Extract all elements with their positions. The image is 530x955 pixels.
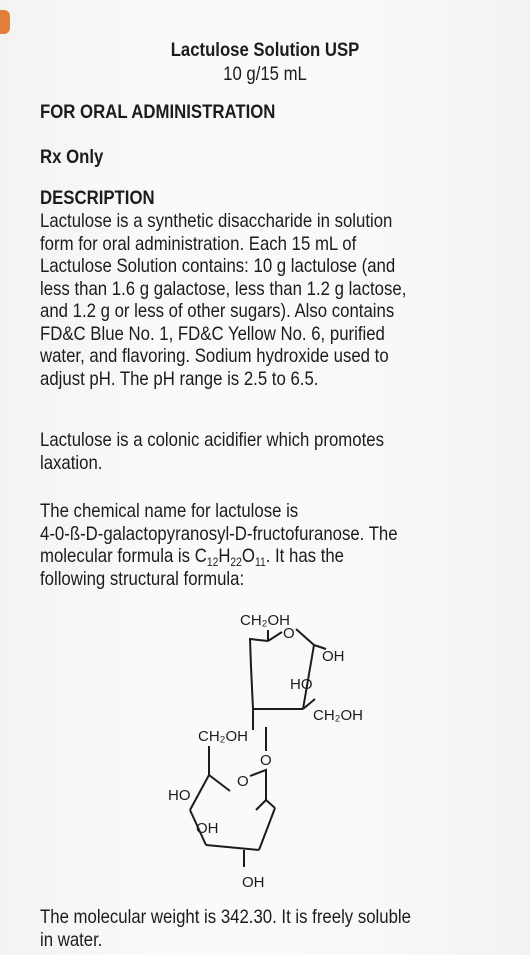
description-line: and 1.2 g or less of other sugars). Also contains bbox=[40, 300, 395, 322]
label-o-ring2: O bbox=[237, 773, 249, 790]
corner-mark bbox=[0, 10, 10, 34]
label-ch2oh-top: CH₂OH bbox=[240, 612, 290, 629]
chemical-paragraph bbox=[40, 500, 510, 590]
description-line: Lactulose is a synthetic disaccharide in solution bbox=[40, 210, 393, 232]
bond bbox=[259, 808, 275, 850]
description-line: adjust pH. The pH range is 2.5 to 6.5. bbox=[40, 367, 319, 390]
bond bbox=[266, 800, 275, 808]
bond bbox=[314, 645, 326, 649]
label-o-link: O bbox=[260, 752, 272, 769]
bond bbox=[268, 632, 282, 641]
label-ch2oh-left: CH₂OH bbox=[198, 728, 248, 745]
acidifier-line: laxation. bbox=[40, 451, 103, 474]
label-ho-1: HO bbox=[290, 676, 313, 693]
bond bbox=[250, 639, 268, 667]
rx-only: Rx Only bbox=[40, 146, 104, 168]
molecular-formula-line bbox=[40, 545, 510, 568]
description-line: Lactulose Solution contains: 10 g lactulose (and bbox=[40, 255, 396, 277]
formula-c-sub: 12 bbox=[206, 555, 219, 569]
label-ho-2: HO bbox=[168, 787, 191, 804]
page-title: Lactulose Solution USP bbox=[170, 40, 360, 61]
formula-o-sub: 11 bbox=[254, 555, 266, 569]
bond bbox=[209, 775, 230, 791]
description-line: less than 1.6 g galactose, less than 1.2 g lactose, bbox=[40, 277, 407, 300]
label-oh-bottom: OH bbox=[242, 874, 265, 891]
description-paragraph bbox=[40, 210, 510, 390]
formula-prefix: molecular formula is C bbox=[40, 545, 207, 567]
formula-suffix: . It has the bbox=[265, 545, 345, 567]
description-line: FD&C Blue No. 1, FD&C Yellow No. 6, purified bbox=[40, 322, 385, 345]
bond bbox=[251, 667, 253, 709]
weight-line: in water. bbox=[40, 928, 103, 951]
weight-paragraph bbox=[40, 906, 510, 951]
bond bbox=[206, 845, 259, 850]
bond bbox=[250, 770, 266, 800]
formula-o: O bbox=[241, 545, 255, 567]
acidifier-line: Lactulose is a colonic acidifier which promotes bbox=[40, 429, 384, 451]
weight-line: The molecular weight is 342.30. It is freely soluble bbox=[40, 906, 411, 928]
strength: 10 g/15 mL bbox=[223, 64, 307, 85]
formula-h: H bbox=[218, 545, 231, 567]
route-heading: FOR ORAL ADMINISTRATION bbox=[40, 101, 276, 123]
chemical-line: following structural formula: bbox=[40, 567, 245, 590]
label-ch2oh-right: CH₂OH bbox=[313, 707, 363, 724]
bond bbox=[296, 629, 314, 645]
chemical-line: The chemical name for lactulose is bbox=[40, 500, 299, 522]
description-heading: DESCRIPTION bbox=[40, 187, 155, 209]
description-line: form for oral administration. Each 15 mL of bbox=[40, 232, 357, 255]
label-o-ring1: O bbox=[283, 625, 295, 642]
chemical-line: 4-0-ß-D-galactopyranosyl-D-fructofuranose. The bbox=[40, 522, 398, 545]
label-oh-2: OH bbox=[196, 820, 219, 837]
structural-formula bbox=[150, 605, 410, 895]
description-line: water, and flavoring. Sodium hydroxide used to bbox=[40, 345, 389, 367]
bond bbox=[190, 775, 209, 810]
acidifier-paragraph bbox=[40, 429, 510, 474]
bond bbox=[256, 800, 266, 810]
formula-h-sub: 22 bbox=[230, 555, 242, 569]
label-oh-1: OH bbox=[322, 648, 345, 665]
